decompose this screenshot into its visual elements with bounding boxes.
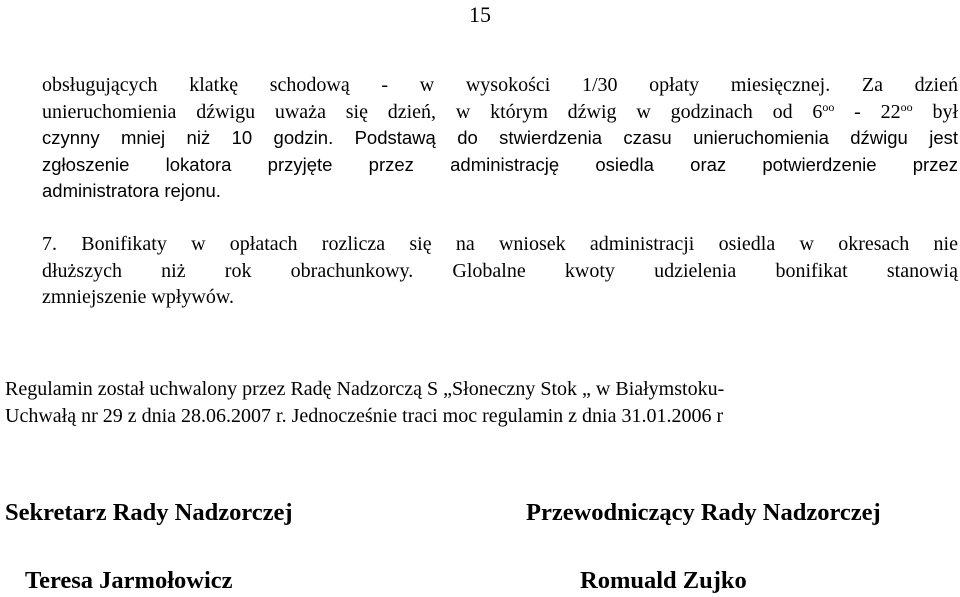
line-text: unieruchomienia dźwigu uważa się dzień, w którym dźwig w godzinach od 6: [42, 100, 823, 123]
superscript: oo: [822, 99, 835, 114]
secretary-title: Sekretarz Rady Nadzorczej: [5, 499, 293, 526]
secretary-name: Teresa Jarmołowicz: [25, 567, 233, 594]
paragraph-line: czynny mniej niż 10 godzin. Podstawą do stwierdzenia czasu unieruchomienia dźwigu jest: [42, 127, 958, 148]
regulation-line: Uchwałą nr 29 z dnia 28.06.2007 r. Jednocześnie traci moc regulamin z dnia 31.01.2006 r: [5, 404, 724, 427]
line-text: był: [912, 100, 958, 123]
page-number: 15: [469, 2, 491, 27]
paragraph-line: zmniejszenie wpływów.: [42, 286, 234, 308]
paragraph-line: administratora rejonu.: [42, 180, 221, 201]
paragraph-elevator-fee: [42, 72, 958, 205]
superscript: oo: [900, 99, 913, 114]
regulation-adoption-note: [5, 376, 925, 429]
paragraph-line: 7. Bonifikaty w opłatach rozlicza się na wniosek administracji osiedla w okresach nie: [42, 233, 958, 255]
paragraph-discounts: [42, 231, 958, 311]
paragraph-line: zgłoszenie lokatora przyjęte przez administrację osiedla oraz potwierdzenie przez: [42, 153, 958, 175]
paragraph-line: obsługujących klatkę schodową - w wysokości 1/30 opłaty miesięcznej. Za dzień: [42, 74, 958, 96]
line-text: - 22: [834, 100, 901, 123]
paragraph-line-hours: [42, 99, 958, 126]
chairman-title: Przewodniczący Rady Nadzorczej: [526, 499, 881, 526]
chairman-name: Romuald Zujko: [580, 567, 747, 594]
regulation-line: Regulamin został uchwalony przez Radę Nadzorczą S „Słoneczny Stok „ w Białymstoku-: [5, 378, 725, 400]
paragraph-line: dłuższych niż rok obrachunkowy. Globalne kwoty udzielenia bonifikat stanowią: [42, 259, 958, 282]
